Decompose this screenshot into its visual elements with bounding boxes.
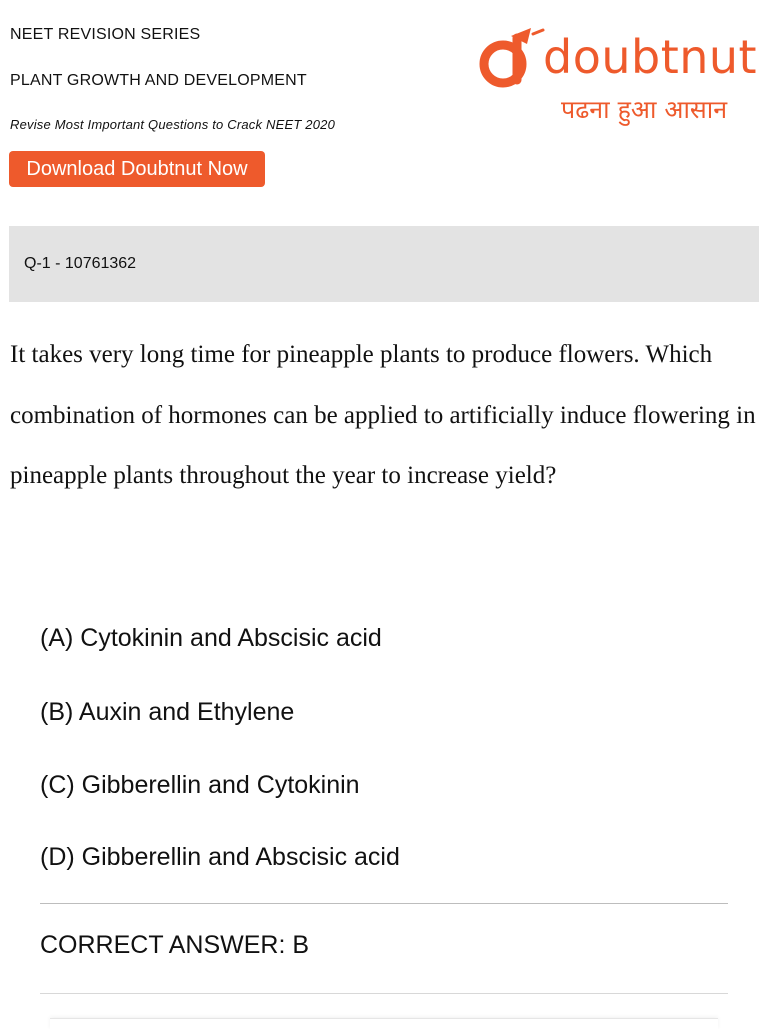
brand-subtitle: पढना हुआ आसान [561, 95, 728, 124]
question-id-bar [9, 226, 759, 302]
option-a: (A) Cytokinin and Abscisic acid [40, 624, 382, 652]
chapter-title: PLANT GROWTH AND DEVELOPMENT [10, 72, 307, 89]
option-c: (C) Gibberellin and Cytokinin [40, 771, 360, 799]
correct-answer: CORRECT ANSWER: B [40, 931, 310, 959]
divider [40, 993, 728, 994]
brand-logo[interactable] [473, 22, 763, 122]
question-text: It takes very long time for pineapple plants to produce flowers. Which combination of hormones can be applied to artificially induce flowering in pineapple plants throughout the year to increase yield? [10, 341, 756, 489]
tagline: Revise Most Important Questions to Crack NEET 2020 [10, 117, 336, 132]
doubtnut-d-icon [473, 24, 545, 92]
question-id: Q-1 - 10761362 [24, 255, 137, 272]
divider [40, 903, 728, 904]
option-d: (D) Gibberellin and Abscisic acid [40, 843, 400, 871]
option-b: (B) Auxin and Ethylene [40, 698, 295, 726]
download-app-button[interactable]: Download Doubtnut Now [9, 151, 265, 187]
series-title: NEET REVISION SERIES [10, 26, 201, 43]
brand-name: doubtnut [543, 30, 758, 84]
